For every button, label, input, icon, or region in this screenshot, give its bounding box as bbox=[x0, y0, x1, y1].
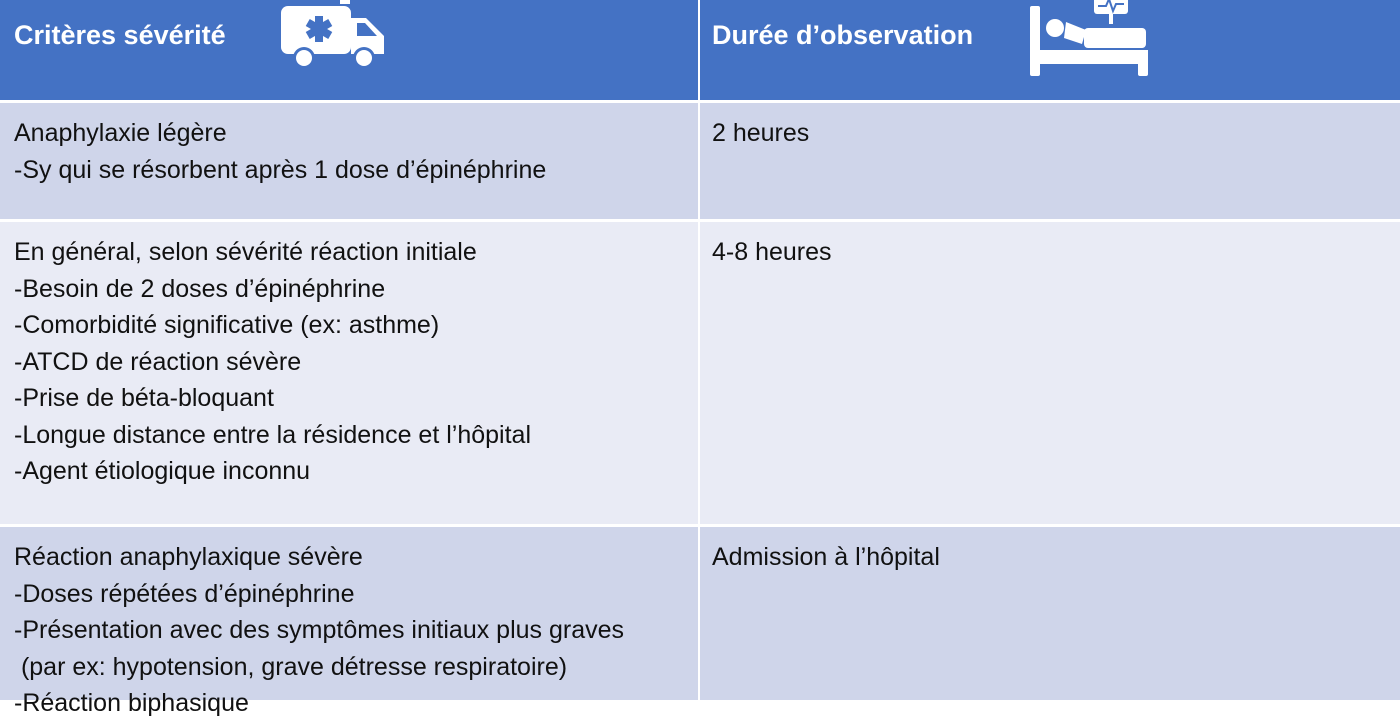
duration-cell bbox=[712, 539, 1392, 576]
criteria-item: (par ex: hypotension, grave détresse respiratoire) bbox=[14, 652, 568, 681]
criteria-item: -Comorbidité significative (ex: asthme) bbox=[14, 311, 440, 339]
ambulance-icon bbox=[280, 0, 388, 72]
criteria-cell bbox=[14, 539, 694, 722]
criteria-title: Réaction anaphylaxique sévère bbox=[14, 543, 363, 571]
criteria-item: -Sy qui se résorbent après 1 dose d’épinéphrine bbox=[14, 155, 547, 184]
criteria-item: -Besoin de 2 doses d’épinéphrine bbox=[14, 274, 386, 303]
header-duration-label: Durée d’observation bbox=[712, 20, 974, 50]
duration-cell bbox=[712, 115, 1392, 152]
duration-value: 4-8 heures bbox=[712, 238, 832, 266]
table-row bbox=[0, 527, 1400, 717]
criteria-item: -Réaction biphasique bbox=[14, 689, 249, 717]
duration-value: Admission à l’hôpital bbox=[712, 543, 940, 571]
table-header bbox=[0, 0, 1400, 103]
header-criteria-label: Critères sévérité bbox=[14, 20, 226, 50]
criteria-cell bbox=[14, 234, 694, 490]
table-row bbox=[0, 222, 1400, 527]
criteria-item: -Prise de béta-bloquant bbox=[14, 384, 274, 412]
criteria-cell bbox=[14, 115, 694, 188]
criteria-item: -Doses répétées d’épinéphrine bbox=[14, 579, 355, 608]
criteria-item: -Longue distance entre la résidence et l’hôpital bbox=[14, 420, 532, 449]
criteria-item: -ATCD de réaction sévère bbox=[14, 347, 302, 376]
table-row bbox=[0, 103, 1400, 222]
criteria-title: En général, selon sévérité réaction initiale bbox=[14, 238, 477, 266]
duration-value: 2 heures bbox=[712, 119, 810, 147]
hospital-bed-icon bbox=[1028, 0, 1152, 78]
column-divider bbox=[698, 0, 700, 700]
duration-cell bbox=[712, 234, 1392, 271]
criteria-title: Anaphylaxie légère bbox=[14, 119, 227, 147]
header-criteria bbox=[14, 0, 698, 100]
criteria-item: -Présentation avec des symptômes initiaux plus graves bbox=[14, 616, 625, 644]
header-duration bbox=[712, 0, 1400, 100]
criteria-item: -Agent étiologique inconnu bbox=[14, 457, 311, 485]
